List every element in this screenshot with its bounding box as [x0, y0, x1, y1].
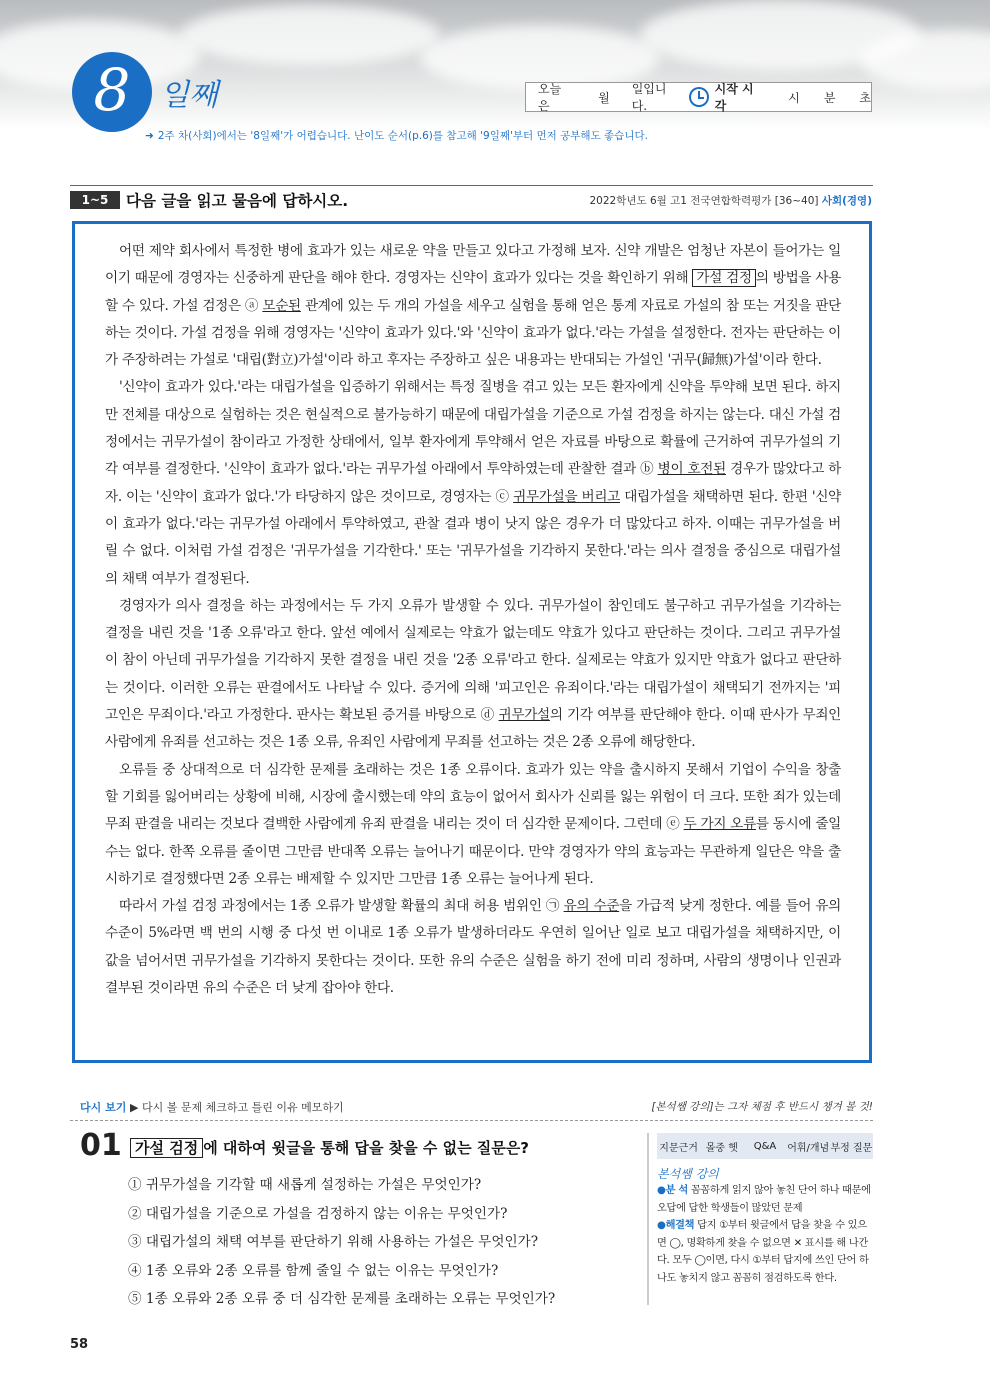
underline-a: 모순된 [262, 297, 301, 314]
tag-4: 어휘/개념 [787, 1142, 830, 1154]
review-text: ▶ 다시 볼 문제 체크하고 틀린 이유 메모하기 [130, 1101, 344, 1114]
side-subtitle: 본석쌤 강의 [657, 1167, 719, 1181]
answer-choices [128, 1173, 555, 1316]
question-title-text: 에 대하여 윗글을 통해 답을 찾을 수 없는 질문은? [203, 1139, 529, 1157]
month-label: 월 [598, 90, 610, 105]
passage-paragraph-3: 경영자가 의사 결정을 하는 과정에서는 두 가지 오류가 발생할 수 있다. 귀무가설이 참인데도 불구하고 귀무가설을 기각하는 결정을 내린 것을 '1종 오류'라고 한다. 앞선 예에서 실제로는 약효가 없는데도 약효가 있다고 판단하는 것이다. 그리고 귀무가설이 참이 아닌데 귀무가설을 기각하지 못한 결정을 내린 것을 '2종 오류'라고 한다. 실제로는 약효가 있지만 약효가 없다고 판단하는 것이다. 이러한 오류는 판결에서도 나타날 수 있다. 증거에 의해 '피고인은 유죄이다.'라는 대립가설이 채택되기 전까지는 '피고인은 무죄이다.'라고 가정한다. 판사는 확보된 증거를 바탕으로 ⓓ 귀무가설의 기각 여부를 판단해야 한다. 이때 판사가 무죄인 사람에게 유죄를 선고하는 것은 1종 오류, 유죄인 사람에게 무죄를 선고하는 것은 2종 오류에 해당한다. [105, 597, 841, 751]
passage-paragraph-5: 따라서 가설 검정 과정에서는 1종 오류가 발생할 확률의 최대 허용 범위인 ㉠ 유의 수준을 가급적 낮게 정한다. 예를 들어 유의 수준이 5%라면 백 번의 시행 중 다섯 번 이내로 1종 오류가 발생하더라도 우연히 일어난 일로 보고 대립가설을 채택하지만, 이 값을 넘어서면 귀무가설을 기각하지 못한다는 것이다. 또한 유의 수준은 실험을 하기 전에 미리 정하며, 사람의 생명이나 인권과 결부된 것이라면 유의 수준은 더 낮게 잡아야 한다. [105, 898, 841, 997]
day-field-label: 일입니다. [631, 82, 667, 113]
review-label: 다시 보기 [80, 1101, 127, 1114]
section-divider [70, 185, 873, 186]
second-label: 초 [859, 90, 871, 105]
review-bar [70, 1095, 873, 1121]
start-time-box[interactable] [525, 82, 872, 112]
choice-4[interactable]: ④ 1종 오류와 2종 오류를 함께 줄일 수 없는 이유는 무엇인가? [128, 1262, 499, 1279]
underline-d: 귀무가설 [498, 707, 550, 724]
tag-1: 지문근거 [659, 1142, 698, 1154]
choice-5[interactable]: ⑤ 1종 오류와 2종 오류 중 더 심각한 문제를 초래하는 오류는 무엇인가? [128, 1291, 556, 1307]
passage-paragraph-2: '신약이 효과가 있다.'라는 대립가설을 입증하기 위해서는 특정 질병을 겪고 있는 모든 환자에게 신약을 투약해 보면 된다. 하지만 전체를 대상으로 실험하는 것은 현실적으로 불가능하기 때문에 대립가설을 기준으로 가설 검정을 하지는 않는다. 대신 가설 검정에서는 귀무가설이 참이라고 가정한 상태에서, 일부 환자에게 투약해서 얻은 자료를 바탕으로 확률에 근거하여 귀무가설의 기각 여부를 결정한다. '신약이 효과가 없다.'라는 귀무가설 아래에서 투약하였는데 관찰한 결과 ⓑ 병이 호전된 경우가 많았다고 하자. 이는 '신약이 효과가 없다.'가 타당하지 않은 것이므로, 경영자는 ⓒ 귀무가설을 버리고 대립가설을 채택하면 된다. 한편 '신약이 효과가 없다.'라는 귀무가설 아래에서 투약하였고, 관찰 결과 병이 낫지 않은 경우가 더 많았다고 하자. 이때는 귀무가설을 버릴 수 없다. 이처럼 가설 검정은 '귀무가설을 기각한다.' 또는 '귀무가설을 기각하지 못한다.'라는 의사 결정을 중심으로 대립가설의 채택 여부가 결정된다. [105, 379, 841, 587]
tag-5: 부정 질문 [830, 1142, 873, 1154]
minute-label: 분 [823, 90, 836, 105]
tag-2: 몰중 헷 [705, 1142, 738, 1154]
boxed-term: 가설 검정 [692, 269, 755, 287]
question-boxed-term: 가설 검정 [130, 1138, 203, 1158]
day-number-badge: 8 [72, 52, 152, 132]
underline-c: 귀무가설을 버리고 [513, 488, 621, 505]
clock-icon [689, 87, 709, 107]
review-hand-note: [본석쌤 강의]는 그자 체점 후 반드시 챙겨 볼 것! [651, 1101, 873, 1113]
study-note-text: 2주 차(사회)에서는 '8일째'가 어렵습니다. 난이도 순서(p.6)를 참고해 '9일째'부터 먼저 공부해도 좋습니다. [157, 130, 648, 142]
choice-1[interactable]: ① 귀무가설을 기각할 때 새롭게 설정하는 가설은 무엇인가? [128, 1177, 482, 1193]
tag-3: Q&A [753, 1140, 777, 1152]
underline-b: 병이 호전된 [657, 461, 726, 478]
arrow-right-icon: ➜ [145, 130, 154, 142]
solution-text: ●해결책 답지 ①부터 윗글에서 답을 찾을 수 있으면 ◯, 명확하게 찾을 수 없으면 ✕ 표시를 해 나간다. 모두 ◯이면, 다시 ①부터 답지에 쓰인 단어 하나도 놓치지 않고 꼼꼼히 점검하도록 한다. [657, 1220, 869, 1284]
passage-paragraph-4: 오류들 중 상대적으로 더 심각한 문제를 초래하는 것은 1종 오류이다. 효과가 있는 약을 출시하지 못해서 기업이 수익을 창출할 기회를 잃어버리는 상황에 비해, 시장에 출시했는데 약의 효능이 없어서 회사가 신뢰를 잃는 위험이 더 크다. 또한 죄가 있는데 무죄 판결을 내리는 것보다 결백한 사람에게 유죄 판결을 내리는 것이 더 심각한 문제이다. 그런데 ⓔ 두 가지 오류를 동시에 줄일 수는 없다. 한쪽 오류를 줄이면 그만큼 반대쪽 오류는 늘어나기 때문이다. 만약 경영자가 약의 효능과는 무관하게 일단은 약을 출시하기로 결정했다면 2종 오류는 배제할 수 있지만 그만큼 1종 오류는 늘어나게 된다. [105, 761, 842, 887]
instruction-text: 다음 글을 읽고 물음에 답하시오. [126, 192, 349, 210]
side-tags [657, 1133, 873, 1159]
reading-passage [72, 221, 872, 1063]
source-prefix: 2022학년도 6월 고1 전국연합학력평가 [36~40] [589, 195, 819, 207]
analysis-text: ●분 석 꼼꼼하게 읽지 않아 놓친 단어 하나 때문에 오답에 답한 학생들이 많았던 문제 [657, 1185, 871, 1214]
study-note [145, 128, 648, 143]
source-citation [589, 193, 872, 208]
underline-f: 유의 수준 [563, 898, 620, 915]
today-label: 오늘은 [538, 82, 562, 113]
page-number: 58 [70, 1337, 89, 1352]
underline-e: 두 가지 오류 [683, 816, 756, 833]
day-label: 일째 [160, 78, 218, 113]
question-number: 01 [80, 1128, 122, 1163]
question-range-badge: 1~5 [70, 191, 120, 209]
hour-label: 시 [788, 90, 800, 105]
choice-3[interactable]: ③ 대립가설의 채택 여부를 판단하기 위해 사용하는 가설은 무엇인가? [128, 1234, 539, 1250]
source-subject: 사회(경영) [821, 195, 872, 207]
passage-paragraph-1: 어떤 제약 회사에서 특정한 병에 효과가 있는 새로운 약을 만들고 있다고 가정해 보자. 신약 개발은 엄청난 자본이 들어가는 일이기 때문에 경영자는 신중하게 판단을 해야 한다. 경영자는 신약이 효과가 있다는 것을 확인하기 위해 가설 검정 의 방법을 사용할 수 있다. 가설 검정은 ⓐ 모순된 관계에 있는 두 개의 가설을 세우고 실험을 통해 얻은 통계 자료로 가설의 참 또는 거짓을 판단하는 것이다. 가설 검정을 위해 경영자는 '신약이 효과가 있다.'와 '신약이 효과가 없다.'라는 가설을 설정한다. 전자는 판단하는 이가 주장하려는 가설로 '대립(對立)가설'이라 하고 후자는 주장하고 싶은 내용과는 반대되는 가설인 '귀무(歸無)가설'이라 한다. [105, 243, 841, 369]
choice-2[interactable]: ② 대립가설을 기준으로 가설을 검정하지 않는 이유는 무엇인가? [128, 1205, 508, 1222]
lecture-side-panel [647, 1133, 873, 1305]
question-title [130, 1137, 529, 1158]
start-time-label: 시작 시각 [714, 82, 754, 113]
